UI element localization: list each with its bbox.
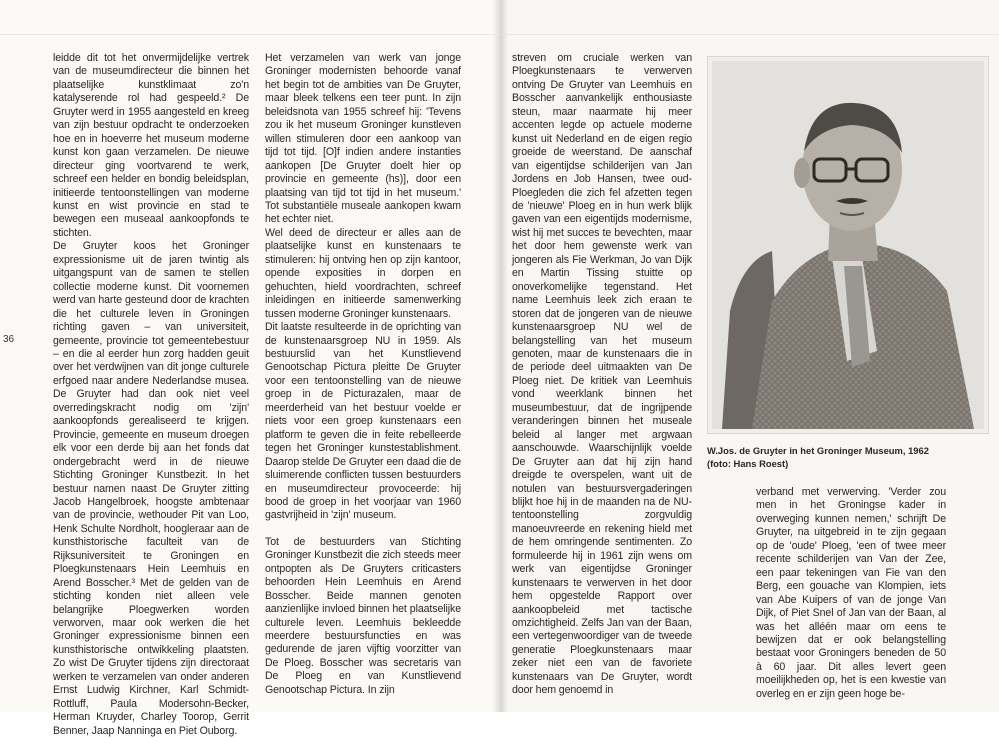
body-paragraph: streven om cruciale werken van Ploegkunstenaars te verwerven ontving De Gruyter van Leemhuis en Bosscher aanvankelijk enthousiaste steun, maar naarmate hij meer accenten legde op actuele moderne kunst uit Nederland en de eigen regio groeide de weerstand. De aanschaf van eigentijdse schilderijen van Jan Jordens en Job Hansen, twee oud-Ploegleden die zich fel afzetten tegen de 'nieuwe' Ploeg en in hun werk blijk gaven van een eigentijds modernisme, wist hij met succes te bevechten, maar het door hem gewenste werk van jongeren als Fie Werkman, Jo van Dijk en Martin Tissing stuitte op onoverkomelijke tegenstand. Het name Leemhuis leek zich eraan te storen dat de jongeren van de nieuwe kunstenaarsgroep NU wel de belangstelling van het museum genoten, maar de kunstenaars die in de periode deel uitmaakten van De Ploeg niet. De kritiek van Leemhuis vond weerklank binnen het museumbestuur, dat de ingrijpende veranderingen binnen het museale beleid al langer met argwaan aanschouwde. Waarschijnlijk voelde De Gruyter aan dat hij zijn hand dreigde te overspelen, want uit de notulen van bestuursvergaderingen blijkt hoe hij in de maanden na de NU-tentoonstelling zorgvuldig manoeuvreerde en rekening hield met de hem omringende sentimenten. Zo formuleerde hij in 1961 zijn wens om werk van eigentijdse Groninger kunstenaars te verwerven in het door hem opgestelde Rapport over aankoopbeleid met tactische omzichtigheid. Zelfs Jan van der Baan, een vertegenwoordiger van de tweede generatie Ploegkunstenaars maar zeker niet een van de favoriete kunstenaars van De Gruyter, wordt door hem genoemd in	[512, 52, 692, 697]
body-paragraph: Wel deed de directeur er alles aan de plaatselijke kunst en kunstenaars te stimuleren: hij ontving hen op zijn kantoor, opende exposities in dorpen en gehuchten, hield voordrachten, schreef inleidingen en initieerde samenwerking tussen moderne Groninger kunstenaars.	[265, 226, 461, 320]
page-number: 36	[3, 334, 15, 345]
body-paragraph: Dit laatste resulteerde in de oprichting van de kunstenaarsgroep NU in 1959. Als bestuurslid van het Kunstlievend Genootschap Pictura pleitte De Gruyter voor een tentoonstelling van de nieuwe groep in de Picturazalen, maar de meerderheid van het bestuur voelde er niets voor een groep kunstenaars een platform te geven die in feite rebelleerde tegen het Groninger kunstestablishment. Daarop stelde De Gruyter een daad die de sluimerende conflicten tussen bestuurders en museumdirecteur provoceerde: hij bood de groep in het voorjaar van 1960 gastvrijheid in 'zijn' museum.	[265, 321, 461, 522]
body-paragraph: De Gruyter koos het Groninger expressionisme uit de jaren twintig als uitgangspunt van de samen te stellen collectie moderne kunst. Dit voornemen werd van harte gesteund door de krachten die het culturele leven in Groningen richting gaven – van universiteit, gemeente, provincie tot gemeentebestuur – en die al eerder hun zorg hadden geuit over het verdwijnen van dit jonge culturele erfgoed naar andere Nederlandse musea. De Gruyter had dan ook niet veel overredingskracht nodig om 'zijn' aankoopfonds gerealiseerd te krijgen. Provincie, gemeente en museum droegen elk voor een derde bij aan het fonds dat ondergebracht werd in de nieuwe Stichting Groninger Kunstbezit. In het bestuur namen naast De Gruyter zitting Jacob Hangelbroek, hoogste ambtenaar van de provincie, wethouder Pit van Loo, Henk Schulte Nordholt, hoogleraar aan de kunsthistorische faculteit van de Rijksuniversiteit te Groningen en Ploegkunstenaars Hein Leemhuis en Arend Bosscher.³ Met de gelden van de stichting konden niet alleen vele belangrijke Ploegwerken worden verworven, maar ook werken die het Groninger expressionisme binnen een kunsthistorische ontwikkeling plaatsten. Zo wist De Gruyter tijdens zijn directoraat werken te verzamelen van onder anderen Ernst Ludwig Kirchner, Karl Schmidt-Rottluff, Paula Modersohn-Becker, Herman Kruyder, Charley Toorop, Gerrit Benner, Jaap Nanninga en Piet Ouborg.	[53, 240, 249, 737]
left-page-column-1	[53, 52, 249, 738]
caption-title: W.Jos. de Gruyter in het Groninger Museum, 1962	[707, 445, 929, 456]
photo-caption	[707, 444, 987, 470]
portrait-illustration	[712, 61, 984, 429]
photo-image	[712, 61, 984, 429]
right-page-column-1	[512, 52, 692, 698]
body-paragraph: Tot de bestuurders van Stichting Groninger Kunstbezit die zich steeds meer ontpopten als De Gruyters criticasters behoorden Hein Leemhuis en Arend Bosscher. Beide mannen genoten aanzienlijke invloed binnen het plaatselijke culturele leven. Leemhuis bekleedde meerdere bestuursfuncties en was gedurende de jaren vijftig voorzitter van De Ploeg. Bosscher was secretaris van De Ploeg en van Kunstlievend Genootschap Pictura. In zijn	[265, 535, 461, 696]
body-paragraph: Het verzamelen van werk van jonge Groninger modernisten behoorde vanaf het begin tot de ambities van De Gruyter, maar bleek telkens een teer punt. In zijn beleidsnota van 1955 schreef hij: 'Tevens zou ik het museum Groninger kunstleven willen stimuleren door een aankoop van tijd tot tijd. [O]f indien andere instanties aankopen [De Gruyter doelt hier op provincie en gemeente (hs)], door een plaatsing van tijd tot tijd in het museum.' Tot substantiële museale aankopen kwam het echter niet.	[265, 52, 461, 226]
page-top-edge	[0, 34, 999, 35]
body-paragraph: verband met verwerving. 'Verder zou men in het Groningse kader in overweging kunnen nemen,' schrijft De Gruyter, na uitgebreid in te zijn gegaan op de 'oude' Ploeg, 'een of twee meer recente schilderijen van Van der Zee, een paar tekeningen van Fie van den Berg, een gouache van Klompien, iets van Abe Kuipers of van de jonge Van Dijk, of Piet Snel of Jan van der Baan, al was het alléén maar om eens te bewijzen dat er ook belangstelling bestaat voor Groningers beneden de 50 à 60 jaar. Dit alles levert geen moeilijkheden op, het is een kwestie van overleg en er zijn geen hoge be-	[756, 486, 946, 700]
body-paragraph: leidde dit tot het onvermijdelijke vertrek van de museumdirecteur die binnen het plaatselijke kunstklimaat zo'n katalyserende rol had gespeeld.² De Gruyter werd in 1955 aangesteld en kreeg van zijn bestuur opdracht te onderzoeken hoe en in hoeverre het museum moderne kunst kon gaan verzamelen. De nieuwe directeur ging voortvarend te werk, schreef een helder en bondig beleidsplan, initieerde tentoonstellingen van moderne kunst en wist provincie en stad te bewegen een museaal aankoopfonds te stichten.	[53, 52, 249, 239]
left-page-column-2	[265, 52, 461, 697]
portrait-photo	[707, 56, 989, 434]
book-gutter	[492, 0, 508, 712]
caption-credit: (foto: Hans Roest)	[707, 458, 789, 469]
right-page-column-2	[756, 486, 946, 701]
